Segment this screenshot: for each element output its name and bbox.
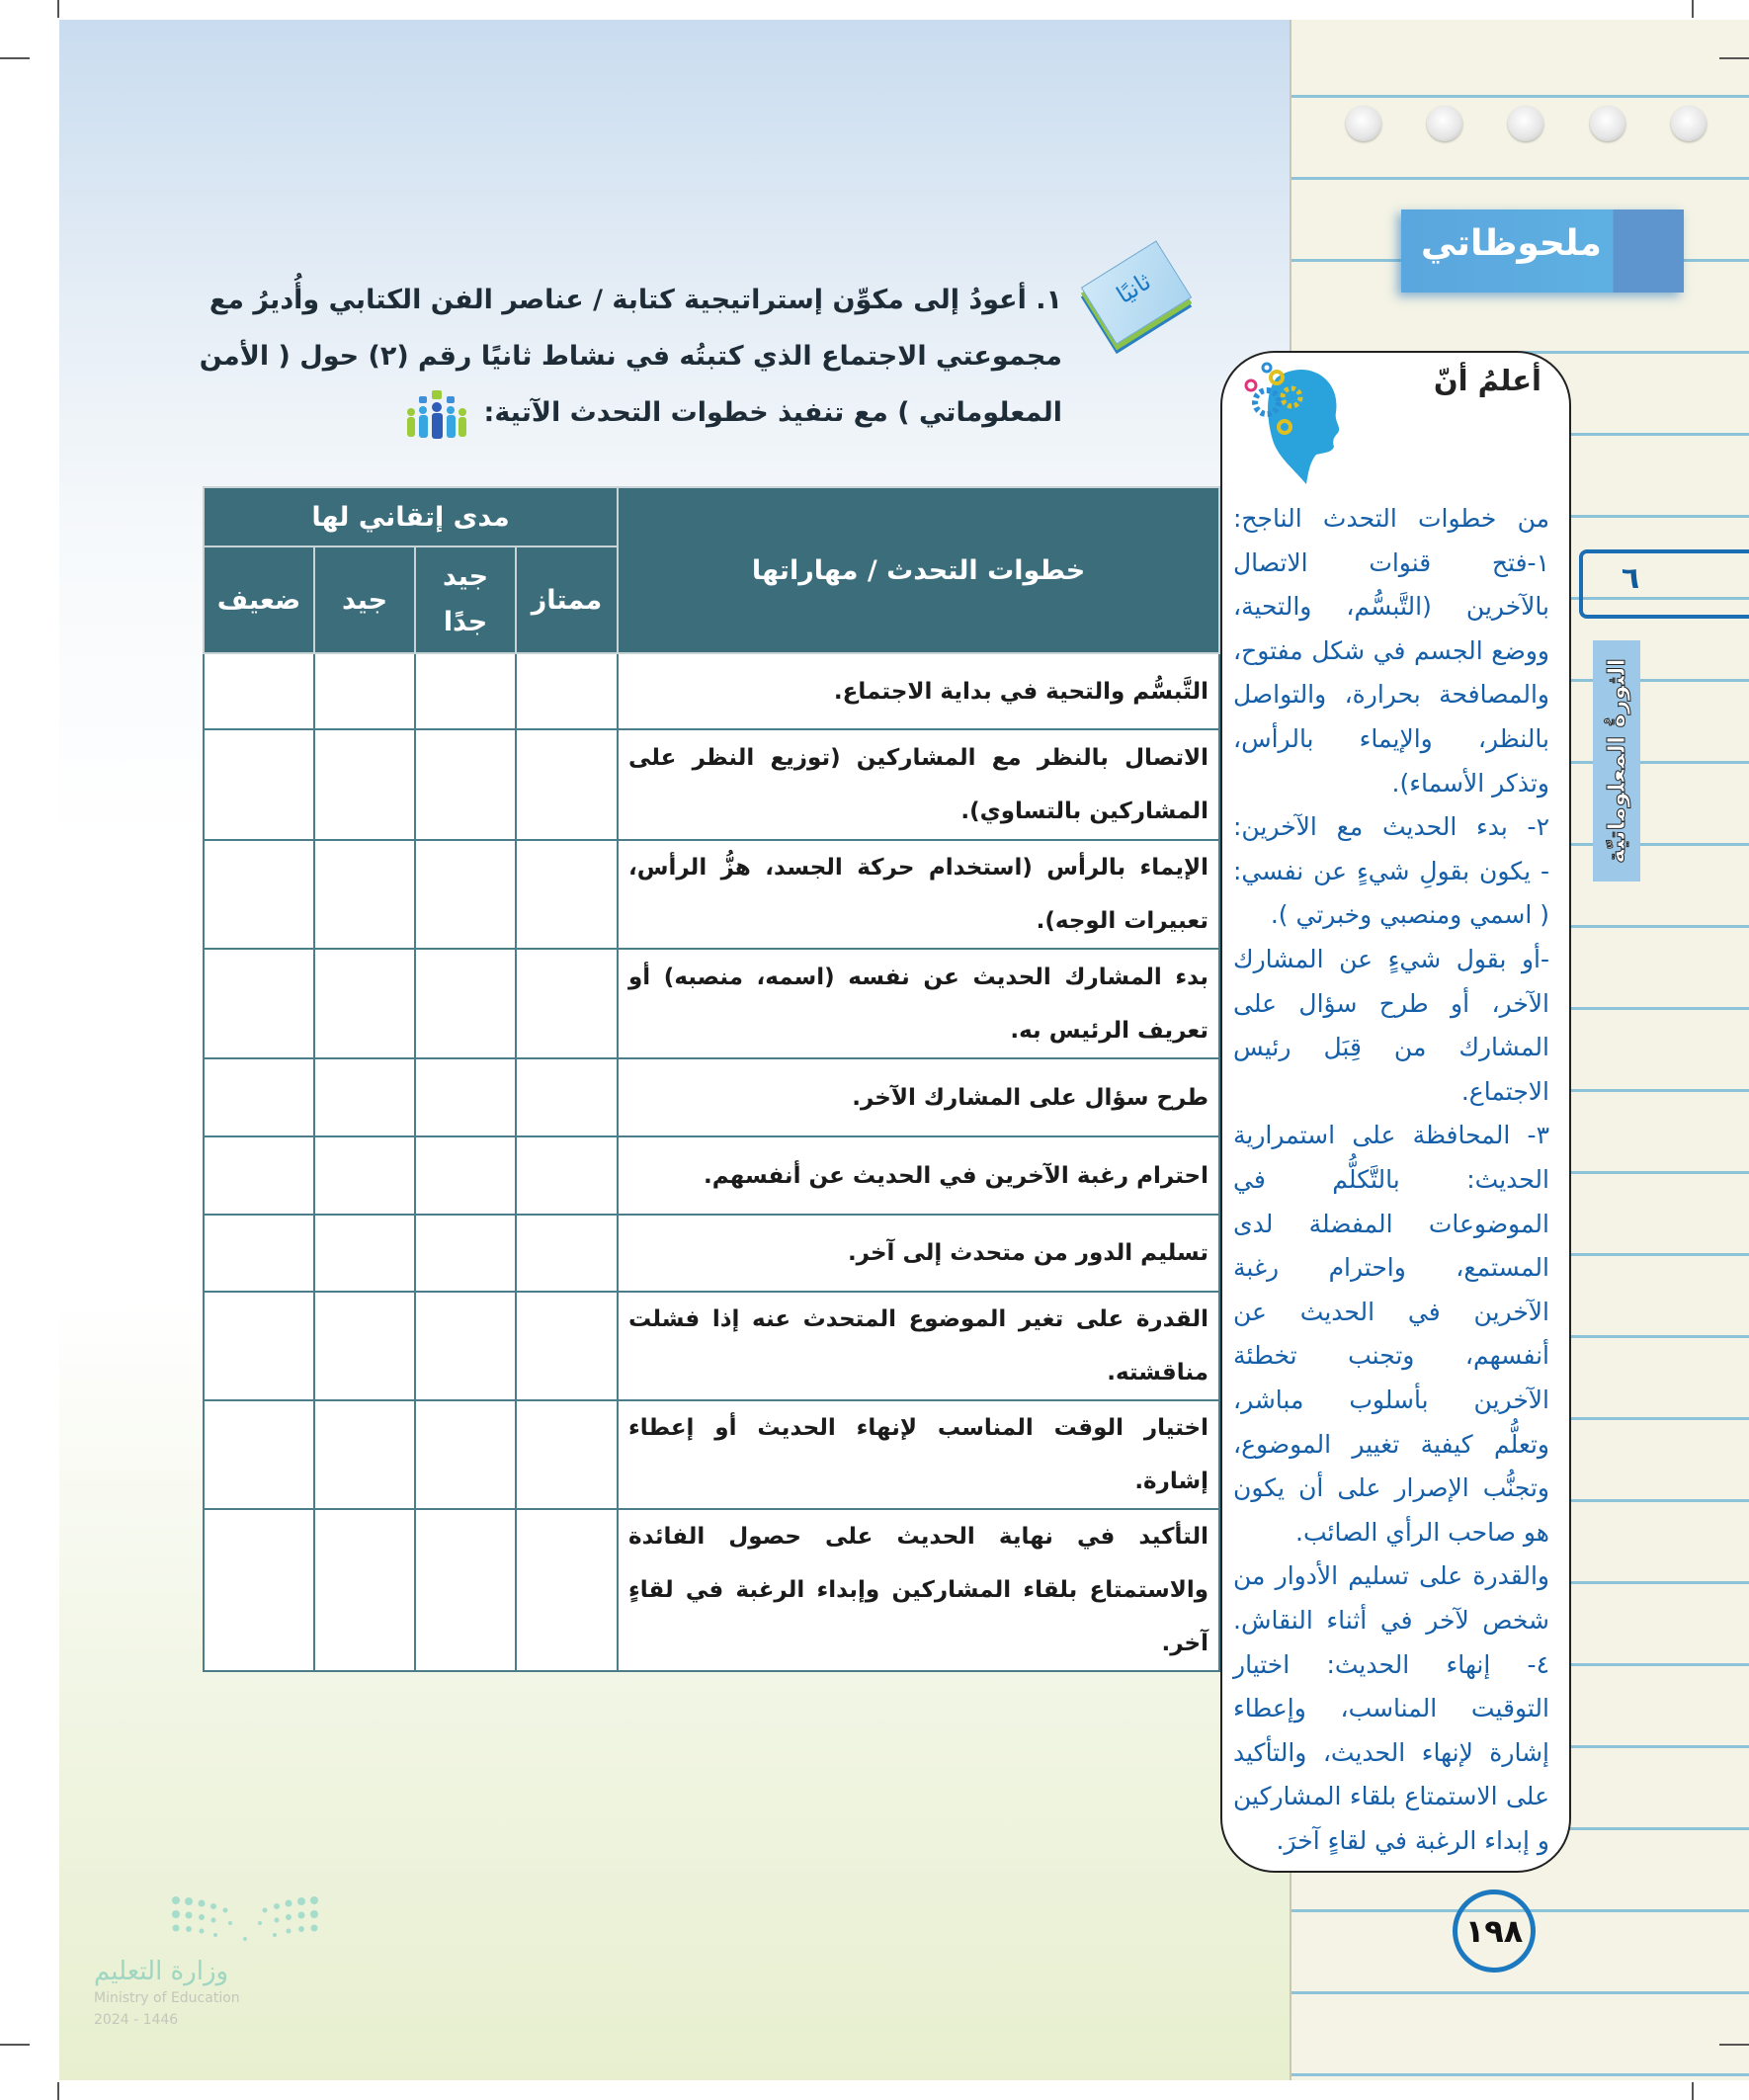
info-line: الموضوعات المفضلة لدى bbox=[1233, 1209, 1549, 1238]
info-line: وتجنُّب الإصرار على أن يكون bbox=[1233, 1473, 1549, 1503]
section-badge-label: ثانيًا bbox=[1111, 267, 1156, 309]
info-line: المشارك من قِبَل رئيس bbox=[1233, 1033, 1549, 1062]
binder-hole-icon bbox=[1346, 106, 1381, 141]
level-header: جيد bbox=[314, 546, 415, 653]
crop-mark bbox=[1692, 2082, 1694, 2100]
rating-cell[interactable] bbox=[516, 1215, 618, 1292]
skill-cell: طرح سؤال على المشارك الآخر. bbox=[618, 1058, 1219, 1136]
rating-cell[interactable] bbox=[516, 653, 618, 729]
head-gears-icon bbox=[1237, 358, 1346, 486]
instruction-line: ١. أعودُ إلى مكوِّن إستراتيجية كتابة / عناصر الفن الكتابي وأُديرُ مع bbox=[208, 285, 1062, 315]
skill-cell: بدء المشارك الحديث عن نفسه (اسمه، منصبه) أو تعريف الرئيس به. bbox=[618, 949, 1219, 1058]
skill-cell: اختيار الوقت المناسب لإنهاء الحديث أو إعطاء إشارة. bbox=[618, 1400, 1219, 1509]
notes-title: ملحوظاتي bbox=[1421, 223, 1602, 264]
page-number: ١٩٨ bbox=[1453, 1890, 1536, 1973]
info-line: ٤- إنهاء الحديث: اختيار bbox=[1233, 1649, 1549, 1679]
table-row bbox=[204, 1058, 1219, 1136]
rating-cell[interactable] bbox=[204, 729, 314, 840]
info-line: ٢- بدء الحديث مع الآخرين: bbox=[1233, 812, 1549, 842]
table-row bbox=[204, 1509, 1219, 1671]
info-line: إشارة لإنهاء الحديث، والتأكيد bbox=[1233, 1737, 1549, 1767]
rating-cell[interactable] bbox=[204, 1400, 314, 1509]
rating-cell[interactable] bbox=[204, 1509, 314, 1671]
table-row bbox=[204, 949, 1219, 1058]
info-line: ١-فتح قنوات الاتصال bbox=[1233, 547, 1549, 577]
table-row bbox=[204, 653, 1219, 729]
unit-tab bbox=[1579, 549, 1749, 619]
crop-mark bbox=[1692, 0, 1694, 18]
rating-cell[interactable] bbox=[204, 840, 314, 949]
info-line: - يكون بقولِ شيءٍ عن نفسي: bbox=[1233, 856, 1549, 885]
info-line: بالآخرين (التَّبسُّم، والتحية، bbox=[1233, 592, 1549, 622]
info-line: التوقيت المناسب، وإعطاء bbox=[1233, 1694, 1549, 1723]
info-line: وتذكر الأسماء). bbox=[1391, 768, 1549, 798]
mastery-group-header: مدى إتقاني لها bbox=[204, 487, 618, 546]
discussion-group-icon bbox=[403, 390, 470, 440]
info-line: وتعلُّم كيفية تغيير الموضوع، bbox=[1233, 1429, 1549, 1459]
info-line: بالنظر، والإيماء بالرأس، bbox=[1233, 724, 1549, 753]
info-box-title: أعلمُ أنّ bbox=[1433, 364, 1541, 397]
rating-cell[interactable] bbox=[415, 1215, 516, 1292]
binder-hole-icon bbox=[1590, 106, 1625, 141]
info-line: -أو بقول شيءٍ عن المشارك bbox=[1233, 945, 1549, 973]
crop-mark bbox=[57, 2082, 59, 2100]
crop-mark bbox=[1719, 57, 1749, 59]
info-line: من خطوات التحدث الناجح: bbox=[1233, 504, 1549, 533]
binder-hole-icon bbox=[1508, 106, 1543, 141]
rating-cell[interactable] bbox=[204, 1292, 314, 1400]
crop-mark bbox=[0, 57, 30, 59]
skill-cell: القدرة على تغير الموضوع المتحدث عنه إذا فشلت مناقشته. bbox=[618, 1292, 1219, 1400]
crop-mark bbox=[1719, 2044, 1749, 2046]
rating-cell[interactable] bbox=[204, 1136, 314, 1215]
ministry-name-arabic: وزارة التعليم bbox=[94, 1957, 229, 1986]
rating-cell[interactable] bbox=[314, 1058, 415, 1136]
table-row bbox=[204, 1400, 1219, 1509]
rating-cell[interactable] bbox=[415, 949, 516, 1058]
info-line: و إبداء الرغبة في لقاءٍ آخرَ. bbox=[1276, 1826, 1549, 1855]
rating-cell[interactable] bbox=[415, 1136, 516, 1215]
table-row bbox=[204, 729, 1219, 840]
info-line: على الاستمتاع بلقاء المشاركين bbox=[1233, 1782, 1549, 1811]
rating-cell[interactable] bbox=[204, 949, 314, 1058]
binder-hole-icon bbox=[1671, 106, 1707, 141]
rating-cell[interactable] bbox=[415, 1400, 516, 1509]
rating-cell[interactable] bbox=[204, 1058, 314, 1136]
table-row bbox=[204, 1215, 1219, 1292]
rating-cell[interactable] bbox=[415, 1058, 516, 1136]
rating-cell[interactable] bbox=[314, 1215, 415, 1292]
rating-cell[interactable] bbox=[314, 653, 415, 729]
rating-cell[interactable] bbox=[314, 1509, 415, 1671]
rating-cell[interactable] bbox=[516, 1058, 618, 1136]
level-header: ضعيف bbox=[204, 546, 314, 653]
info-line: الاجتماع. bbox=[1460, 1076, 1549, 1106]
rating-cell[interactable] bbox=[516, 1509, 618, 1671]
skill-cell: تسليم الدور من متحدث إلى آخر. bbox=[618, 1215, 1219, 1292]
table-row bbox=[204, 1292, 1219, 1400]
skill-cell: التَّبسُّم والتحية في بداية الاجتماع. bbox=[618, 653, 1219, 729]
crop-mark bbox=[0, 2044, 30, 2046]
info-line: الحديث: بالتَّكلُّم في bbox=[1233, 1165, 1549, 1194]
crop-mark bbox=[57, 0, 59, 18]
info-line: ٣- المحافظة على استمرارية bbox=[1233, 1121, 1549, 1150]
rating-cell[interactable] bbox=[415, 729, 516, 840]
skills-column-header: خطوات التحدث / مهاراتها bbox=[618, 487, 1219, 653]
instruction-line: المعلوماتي ) مع تنفيذ خطوات التحدث الآتية: bbox=[483, 397, 1062, 428]
rating-cell[interactable] bbox=[516, 729, 618, 840]
rating-cell[interactable] bbox=[314, 840, 415, 949]
notes-banner bbox=[1401, 210, 1684, 293]
skill-cell: التأكيد في نهاية الحديث على حصول الفائدة والاستمتاع بلقاء المشاركين وإبداء الرغبة في لقاءٍ آخر. bbox=[618, 1509, 1219, 1671]
level-header: ممتاز bbox=[516, 546, 618, 653]
rating-cell[interactable] bbox=[314, 949, 415, 1058]
rating-cell[interactable] bbox=[516, 1136, 618, 1215]
unit-title-ribbon bbox=[1593, 640, 1640, 882]
ministry-logo bbox=[94, 1895, 331, 2028]
rating-cell[interactable] bbox=[516, 840, 618, 949]
info-line: شخص لآخر في أثناء النقاش. bbox=[1233, 1606, 1549, 1635]
rating-cell[interactable] bbox=[314, 1136, 415, 1215]
table-row bbox=[204, 840, 1219, 949]
rating-cell[interactable] bbox=[415, 840, 516, 949]
rating-cell[interactable] bbox=[516, 949, 618, 1058]
skill-cell: احترام رغبة الآخرين في الحديث عن أنفسهم. bbox=[618, 1136, 1219, 1215]
rating-cell[interactable] bbox=[415, 653, 516, 729]
binder-hole-icon bbox=[1427, 106, 1462, 141]
skill-cell: الإيماء بالرأس (استخدام حركة الجسد، هزُّ الرأس، تعبيرات الوجه). bbox=[618, 840, 1219, 949]
table-row bbox=[204, 1136, 1219, 1215]
info-line: والقدرة على تسليم الأدوار من bbox=[1233, 1561, 1549, 1591]
instruction-line: مجموعتي الاجتماع الذي كتبتُه في نشاط ثانيًا رقم (٢) حول ( الأمن bbox=[199, 341, 1062, 372]
info-line: أنفسهم، وتجنب تخطئة bbox=[1233, 1341, 1549, 1371]
skill-cell: الاتصال بالنظر مع المشاركين (توزيع النظر على المشاركين بالتساوي). bbox=[618, 729, 1219, 840]
ministry-logo-dots-icon bbox=[171, 1895, 319, 1945]
rating-cell[interactable] bbox=[415, 1509, 516, 1671]
rating-cell[interactable] bbox=[204, 653, 314, 729]
info-line: والمصافحة بحرارة، والتواصل bbox=[1233, 680, 1549, 710]
info-line: المستمع، واحترام رغبة bbox=[1233, 1253, 1549, 1283]
info-line: الآخر، أو طرح سؤال على bbox=[1233, 988, 1549, 1018]
rating-cell[interactable] bbox=[314, 1292, 415, 1400]
level-header: جيد جدًا bbox=[415, 546, 516, 653]
ministry-name-english: Ministry of Education bbox=[94, 1990, 240, 2006]
info-line: الآخرين في الحديث عن bbox=[1233, 1297, 1549, 1326]
rating-cell[interactable] bbox=[314, 1400, 415, 1509]
info-line: ( اسمي ومنصبي وخبرتي ). bbox=[1270, 900, 1549, 930]
info-line: ووضع الجسم في شكل مفتوح، bbox=[1233, 635, 1549, 665]
info-line: الآخرين بأسلوب مباشر، bbox=[1233, 1386, 1549, 1414]
rating-cell[interactable] bbox=[415, 1292, 516, 1400]
unit-number: ٦ bbox=[1621, 561, 1640, 596]
unit-title: الثورةُ المعلوماتيّة bbox=[1603, 658, 1630, 864]
speaking-skills-table bbox=[203, 486, 1220, 1672]
rating-cell[interactable] bbox=[516, 1400, 618, 1509]
info-line: هو صاحب الرأي الصائب. bbox=[1295, 1517, 1549, 1547]
rating-cell[interactable] bbox=[314, 729, 415, 840]
edition-year: 2024 - 1446 bbox=[94, 2012, 179, 2028]
rating-cell[interactable] bbox=[204, 1215, 314, 1292]
rating-cell[interactable] bbox=[516, 1292, 618, 1400]
